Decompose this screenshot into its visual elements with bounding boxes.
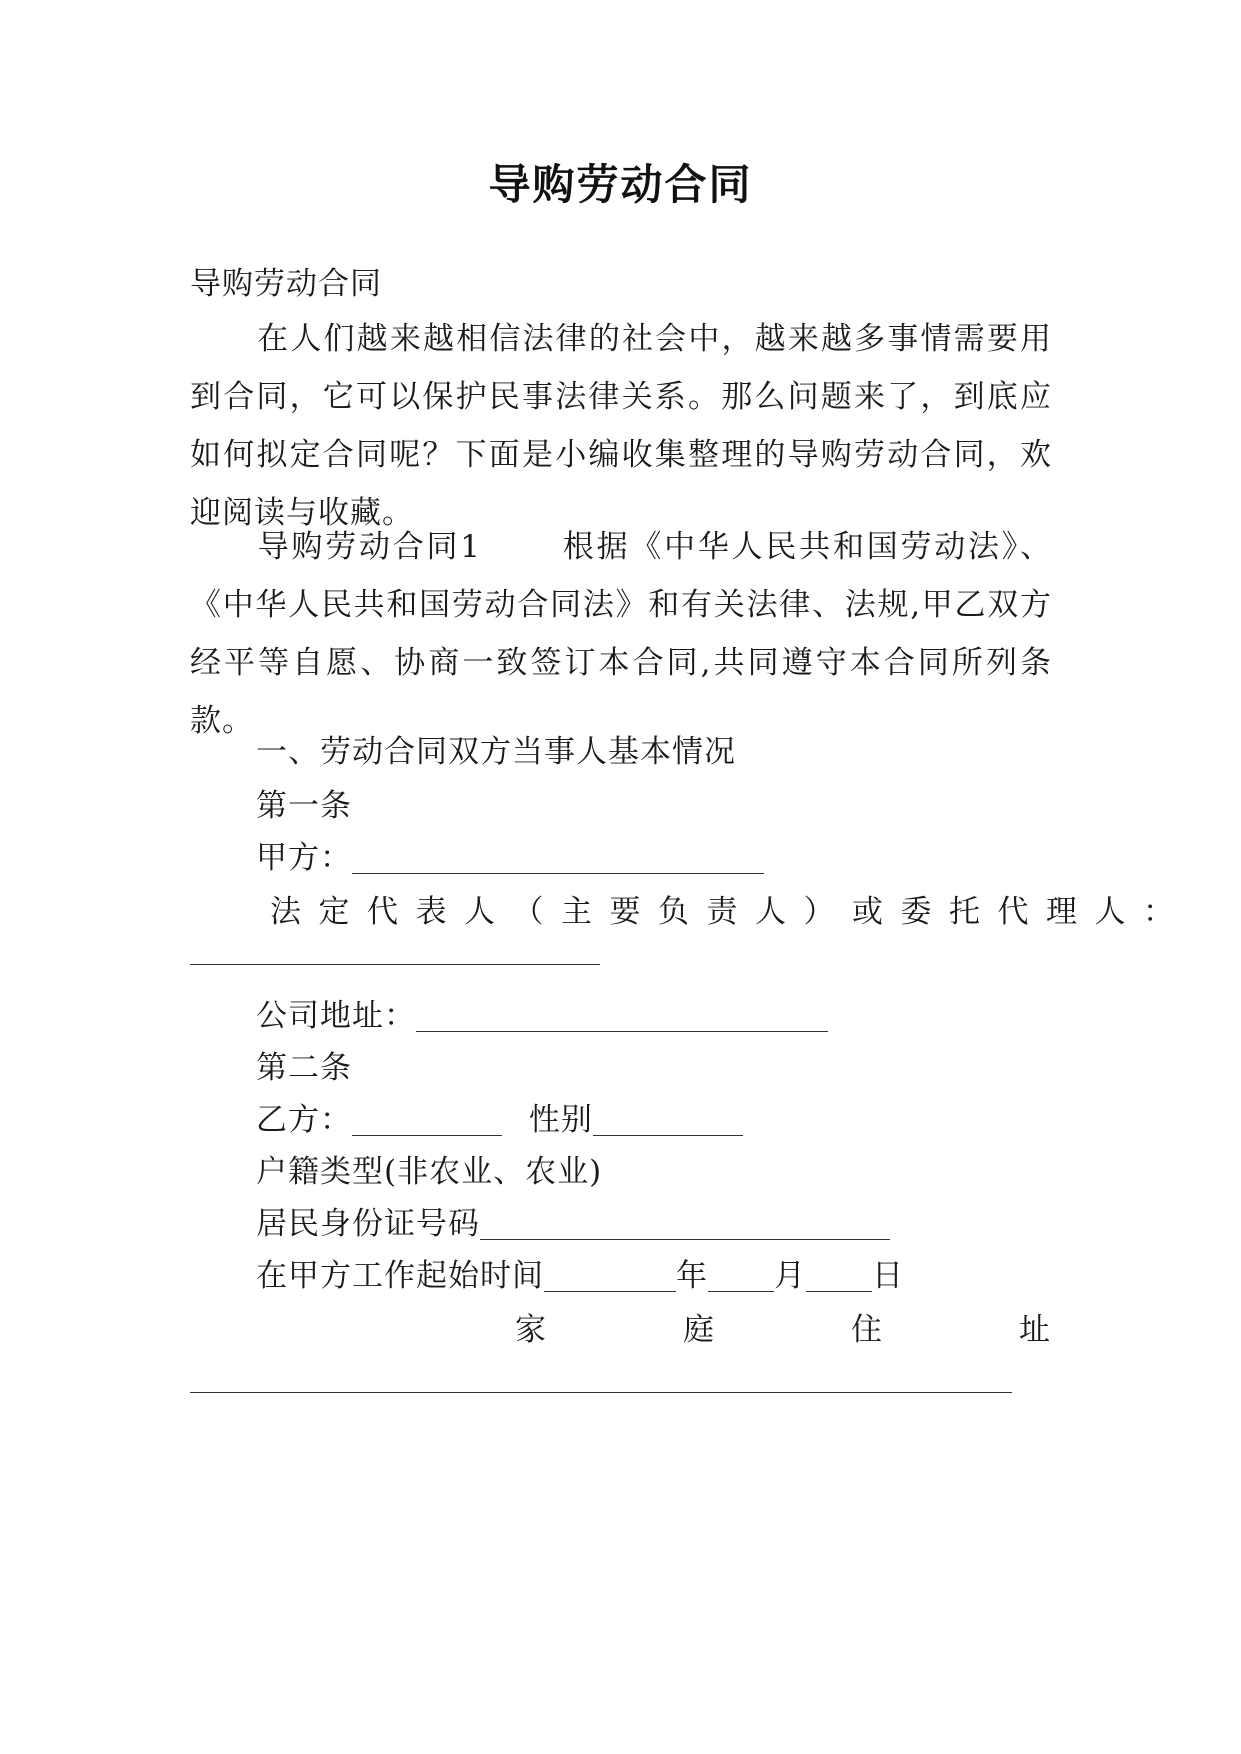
home-address-char: 址 <box>1019 1312 1050 1348</box>
company-address-label: 公司地址： <box>256 998 416 1034</box>
month-label: 月 <box>774 1258 806 1294</box>
id-number-row <box>256 1204 1116 1244</box>
intro-text: 在人们越来越相信法律的社会中，越来越多事情需要用到合同，它可以保护民事法律关系。那么问题来了，到底应如何拟定合同呢？下面是小编收集整理的导购劳动合同，欢迎阅读与收藏。 <box>190 321 1052 531</box>
household-type-label: 户籍类型(非农业、农业) <box>256 1154 603 1190</box>
section-heading: 一、劳动合同双方当事人基本情况 <box>256 734 736 770</box>
party-a-row <box>256 838 1116 878</box>
intro-paragraph <box>190 310 1052 542</box>
party-b-field[interactable] <box>352 1105 502 1136</box>
year-label: 年 <box>676 1258 708 1294</box>
article-two-label: 第二条 <box>256 1050 352 1086</box>
gender-label: 性别 <box>528 1102 593 1138</box>
party-b-row <box>256 1100 1116 1140</box>
start-year-field[interactable] <box>544 1261 676 1292</box>
contract1-text: 导购劳动合同1 根据《中华人民共和国劳动法》、《中华人民共和国劳动合同法》和有关法律、法规,甲乙双方经平等自愿、协商一致签订本合同,共同遵守本合同所列条款。 <box>190 529 1052 739</box>
gender-field[interactable] <box>593 1105 743 1136</box>
party-b-label: 乙方： <box>256 1102 352 1138</box>
legal-rep-field[interactable] <box>190 964 600 965</box>
start-time-label: 在甲方工作起始时间 <box>256 1258 544 1294</box>
id-number-field[interactable] <box>480 1209 890 1240</box>
contract1-paragraph <box>190 518 1052 750</box>
document-title: 导购劳动合同 <box>488 160 753 209</box>
home-address-char: 庭 <box>683 1312 714 1348</box>
legal-rep-label <box>270 892 1192 932</box>
party-a-field[interactable] <box>352 843 764 874</box>
start-month-field[interactable] <box>708 1261 774 1292</box>
article-one-label: 第一条 <box>256 788 352 824</box>
start-day-field[interactable] <box>806 1261 872 1292</box>
day-label: 日 <box>872 1258 904 1294</box>
home-address-char: 住 <box>851 1312 882 1348</box>
legal-rep-text: 法定代表人（主要负责人）或委托代理人： <box>270 894 1192 930</box>
home-address-field[interactable] <box>190 1392 1012 1393</box>
start-time-row <box>256 1256 1116 1296</box>
company-address-field[interactable] <box>416 1001 828 1032</box>
id-number-label: 居民身份证号码 <box>256 1206 480 1242</box>
party-a-label: 甲方： <box>256 840 352 876</box>
document-subtitle: 导购劳动合同 <box>190 266 382 302</box>
home-address-label <box>515 1310 1050 1350</box>
home-address-char: 家 <box>515 1312 546 1348</box>
company-address-row <box>256 996 1116 1036</box>
